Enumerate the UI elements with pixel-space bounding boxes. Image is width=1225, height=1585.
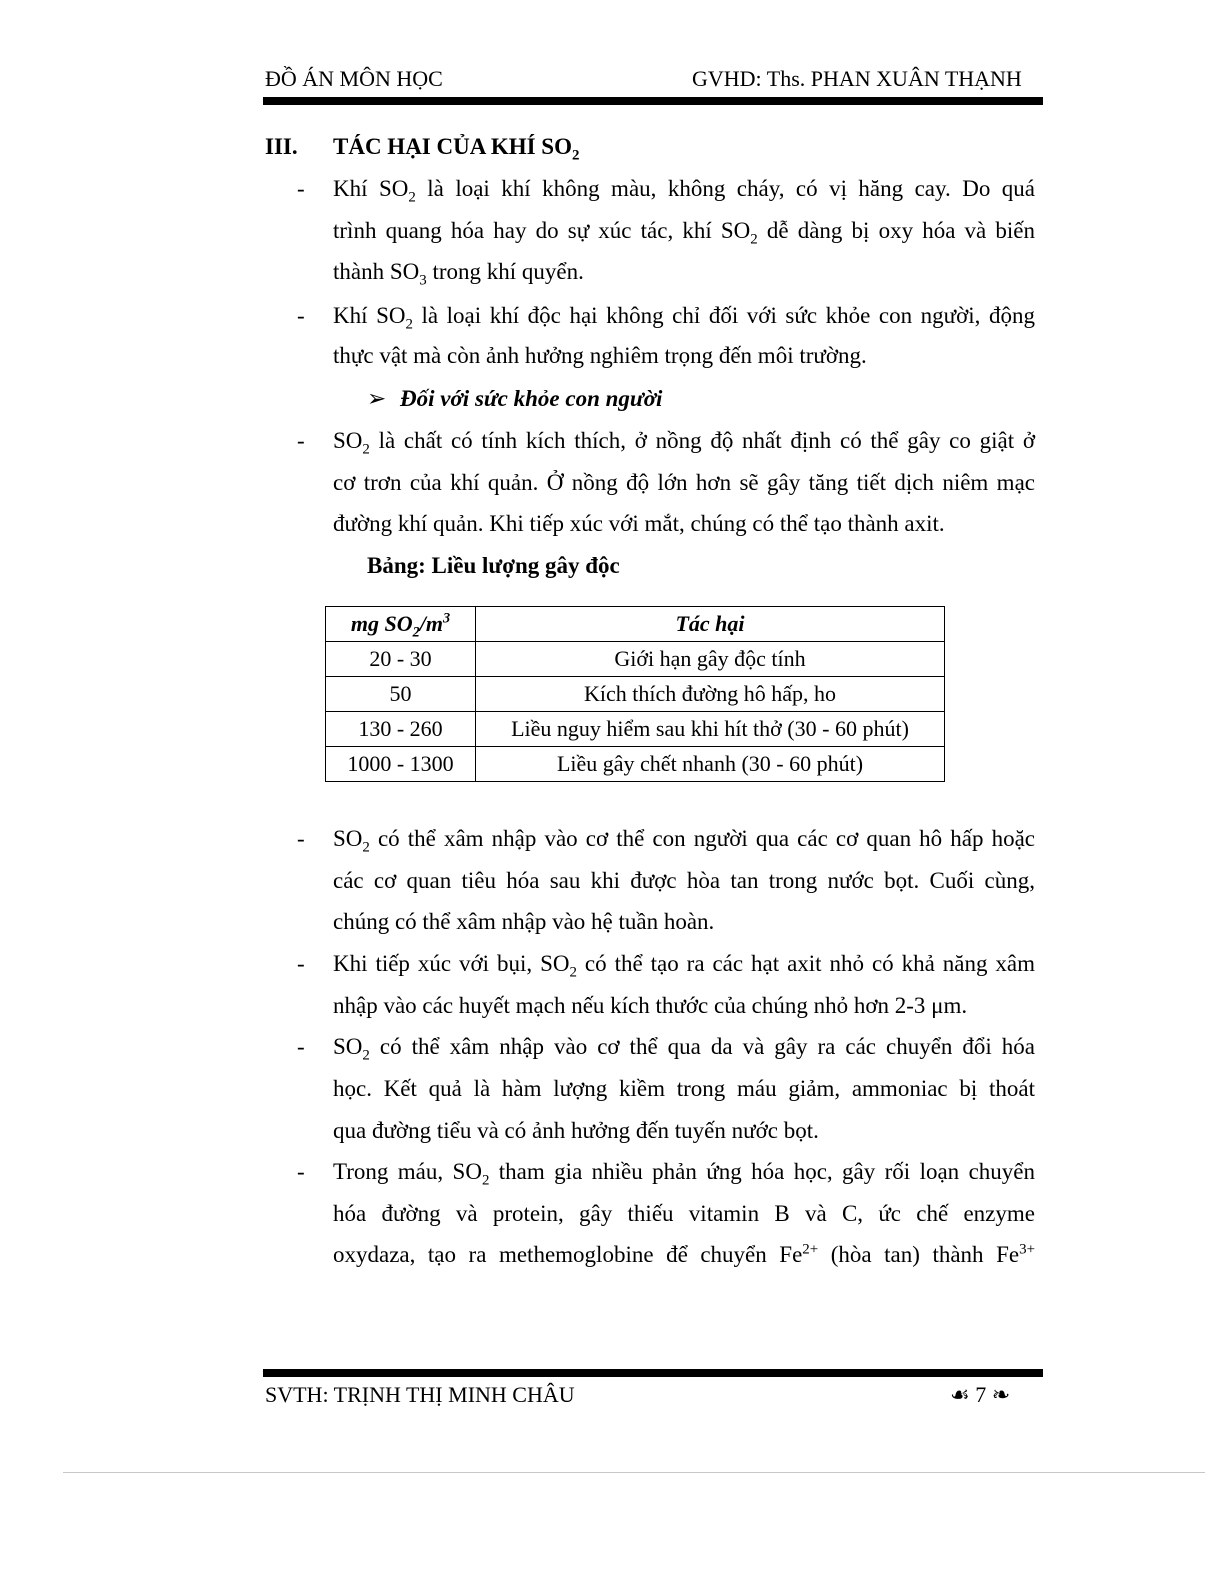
p3-line3: đường khí quản. Khi tiếp xúc với mắt, chúng có thể tạo thành axit. [333,511,945,536]
section-number: III. [265,134,298,159]
table-row [326,747,945,782]
toxicity-table [325,606,945,782]
table-row [326,642,945,677]
ornament-left-icon: ☙ [950,1382,970,1407]
bullet-dash: - [297,303,305,328]
p2-line1: Khí $SO_2$ là loại khí độc hại không chỉ đối với sức khỏe con người, động [333,303,1035,333]
table-header-effect: Tác hại [476,607,945,642]
table-cell-dose: 20 - 30 [326,642,476,677]
table-cell-dose: 130 - 260 [326,712,476,747]
bullet-dash: - [297,176,305,201]
p5-line1: Khi tiếp xúc với bụi, $SO_2$ có thể tạo ra các hạt axit nhỏ có khả năng xâm [333,951,1035,981]
section-title [333,134,580,164]
p6-line2: học. Kết quả là hàm lượng kiềm trong máu giảm, ammoniac bị thoát [333,1076,1035,1101]
table-cell-effect: Liều nguy hiểm sau khi hít thở (30 - 60 phút) [476,712,945,747]
arrow-bullet-icon: ➢ [367,386,387,411]
subheading: Đối với sức khỏe con người [400,386,663,411]
footer-rule [263,1369,1043,1377]
p4-line1: $SO_2$ có thể xâm nhập vào cơ thể con người qua các cơ quan hô hấp hoặc [333,826,1035,856]
p7-line3: oxydaza, tạo ra methemoglobine để chuyển $Fe^{2+}$ (hòa tan) thành $Fe^{3+}$ [333,1241,1035,1267]
table-header-dose: mg $SO_2/m^3$ [326,607,476,642]
ornament-right-icon: ❧ [991,1382,1011,1407]
bullet-dash: - [297,1159,305,1184]
table-caption: Bảng: Liều lượng gây độc [367,553,620,578]
table-cell-dose: 50 [326,677,476,712]
header-rule [263,97,1043,105]
header-left: ĐỒ ÁN MÔN HỌC [265,66,443,91]
table-cell-effect: Kích thích đường hô hấp, ho [476,677,945,712]
table-cell-effect: Giới hạn gây độc tính [476,642,945,677]
section-title-sub: 2 [571,147,580,164]
table-row [326,677,945,712]
bullet-dash: - [297,428,305,453]
bullet-dash: - [297,951,305,976]
footer-author: SVTH: TRỊNH THỊ MINH CHÂU [265,1382,575,1407]
table-cell-dose: 1000 - 1300 [326,747,476,782]
page-number: 7 [975,1382,987,1407]
page-number-group [950,1382,1010,1408]
p7-line1: Trong máu, $SO_2$ tham gia nhiều phản ứng hóa học, gây rối loạn chuyển [333,1159,1035,1189]
bullet-dash: - [297,826,305,851]
p1-line3: thành $SO_3$ trong khí quyển. [333,259,584,289]
table-cell-effect: Liều gây chết nhanh (30 - 60 phút) [476,747,945,782]
p5-line2: nhập vào các huyết mạch nếu kích thước của chúng nhỏ hơn 2-3 μm. [333,993,968,1018]
p2-line2: thực vật mà còn ảnh hưởng nghiêm trọng đến môi trường. [333,343,867,368]
section-title-main: TÁC HẠI CỦA KHÍ SO [333,134,572,159]
p6-line1: $SO_2$ có thể xâm nhập vào cơ thể qua da và gây ra các chuyển đổi hóa [333,1034,1035,1064]
p3-line1: $SO_2$ là chất có tính kích thích, ở nồng độ nhất định có thể gây co giật ở [333,428,1035,458]
p4-line3: chúng có thể xâm nhập vào hệ tuần hoàn. [333,909,715,934]
p4-line2: các cơ quan tiêu hóa sau khi được hòa tan trong nước bọt. Cuối cùng, [333,868,1035,893]
bullet-dash: - [297,1034,305,1059]
table-header-row [326,607,945,642]
page-boundary-line [63,1472,1205,1473]
header-right: GVHD: Ths. PHAN XUÂN THẠNH [692,66,1022,91]
p6-line3: qua đường tiểu và có ảnh hưởng đến tuyến nước bọt. [333,1118,819,1143]
p1-line2: trình quang hóa hay do sự xúc tác, khí $SO_2$ dễ dàng bị oxy hóa và biến [333,218,1036,248]
p7-line2: hóa đường và protein, gây thiếu vitamin B và C, ức chế enzyme [333,1201,1035,1226]
p3-line2: cơ trơn của khí quản. Ở nồng độ lớn hơn sẽ gây tăng tiết dịch niêm mạc [333,470,1035,495]
p1-line1: Khí $SO_2$ là loại khí không màu, không cháy, có vị hăng cay. Do quá [333,176,1035,206]
table-row [326,712,945,747]
